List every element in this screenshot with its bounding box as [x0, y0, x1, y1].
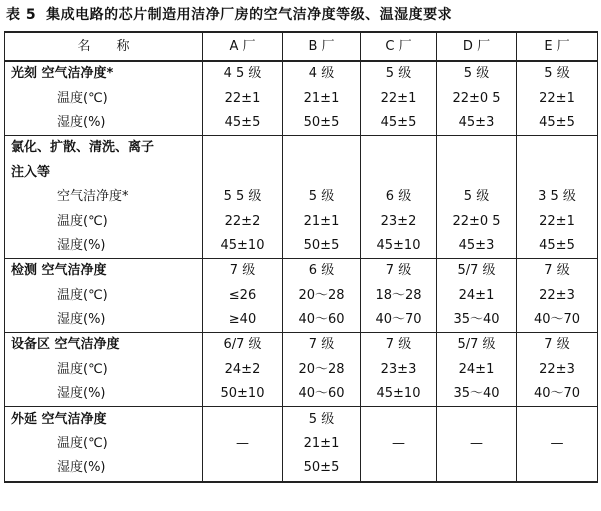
table-cell: [203, 136, 283, 161]
row-label: 空气洁净度*: [5, 185, 203, 209]
table-cell: [437, 136, 517, 161]
table-number: 表 5: [6, 7, 37, 23]
row-label: 湿度(%): [5, 111, 203, 136]
table-row: [5, 308, 598, 333]
table-cell: 3 5 级: [517, 185, 598, 209]
table-cell: 21±1: [283, 86, 361, 110]
row-label: 氯化、扩散、清洗、离子: [5, 136, 203, 161]
table-cell: 50±10: [203, 382, 283, 407]
table-cell: 35～40: [437, 308, 517, 333]
table-title: 集成电路的芯片制造用洁净厂房的空气洁净度等级、温湿度要求: [46, 7, 453, 23]
table-cell: 45±10: [361, 382, 437, 407]
table-row: [5, 234, 598, 259]
table-cell: 22±1: [517, 86, 598, 110]
row-label: 湿度(%): [5, 234, 203, 259]
table-cell: —: [203, 432, 283, 456]
table-cell: 21±1: [283, 432, 361, 456]
table-cell: 40～70: [361, 308, 437, 333]
table-cell: [361, 161, 437, 185]
table-cell: [203, 161, 283, 185]
table-cell: 45±10: [203, 234, 283, 259]
table-cell: ≤26: [203, 284, 283, 308]
table-cell: 5 级: [437, 61, 517, 86]
table-row: [5, 284, 598, 308]
table-cell: 5 级: [283, 185, 361, 209]
table-row: [5, 432, 598, 456]
table-cell: [283, 136, 361, 161]
table-row: [5, 111, 598, 136]
row-label: 温度(℃): [5, 284, 203, 308]
table-cell: 45±3: [437, 234, 517, 259]
column-header-plant-d: D 厂: [437, 32, 517, 61]
table-cell: 45±10: [361, 234, 437, 259]
table-cell: 6 级: [361, 185, 437, 209]
table-cell: [361, 456, 437, 481]
table-cell: 5 级: [517, 61, 598, 86]
table-cell: [283, 161, 361, 185]
table-cell: 4 级: [283, 61, 361, 86]
table-cell: 50±5: [283, 234, 361, 259]
table-cell: 50±5: [283, 456, 361, 481]
row-label: 外延 空气洁净度: [5, 407, 203, 432]
table-cell: 23±2: [361, 209, 437, 233]
table-cell: 5 级: [283, 407, 361, 432]
column-header-name: 名 称: [5, 32, 203, 61]
table-cell: 50±5: [283, 111, 361, 136]
row-label: 温度(℃): [5, 209, 203, 233]
table-cell: —: [437, 432, 517, 456]
row-label: 光刻 空气洁净度*: [5, 61, 203, 86]
table-row: [5, 185, 598, 209]
row-label: 湿度(%): [5, 382, 203, 407]
table-cell: 7 级: [283, 333, 361, 358]
table-caption: [6, 4, 598, 24]
table-cell: [517, 456, 598, 481]
table-cell: 5 5 级: [203, 185, 283, 209]
row-label: 温度(℃): [5, 432, 203, 456]
table-cell: [437, 161, 517, 185]
table-cell: 22±0 5: [437, 86, 517, 110]
table-row: [5, 61, 598, 86]
table-cell: [203, 456, 283, 481]
table-cell: 22±2: [203, 209, 283, 233]
row-label: 湿度(%): [5, 308, 203, 333]
table-row: [5, 407, 598, 432]
column-header-plant-a: A 厂: [203, 32, 283, 61]
table-cell: [437, 407, 517, 432]
table-cell: —: [517, 432, 598, 456]
table-cell: 45±3: [437, 111, 517, 136]
table-row: [5, 259, 598, 284]
row-label: 设备区 空气洁净度: [5, 333, 203, 358]
table-cell: 21±1: [283, 209, 361, 233]
table-cell: 22±1: [517, 209, 598, 233]
table-cell: 6 级: [283, 259, 361, 284]
table-cell: 5/7 级: [437, 259, 517, 284]
row-label: 检测 空气洁净度: [5, 259, 203, 284]
table-row: [5, 209, 598, 233]
table-cell: 45±5: [203, 111, 283, 136]
table-cell: 22±1: [203, 86, 283, 110]
table-cell: 40～60: [283, 382, 361, 407]
table-row: [5, 136, 598, 161]
table-row: [5, 382, 598, 407]
table-cell: 5 级: [437, 185, 517, 209]
table-cell: 5/7 级: [437, 333, 517, 358]
table-cell: —: [361, 432, 437, 456]
table-cell: [437, 456, 517, 481]
table-cell: 35～40: [437, 382, 517, 407]
table-cell: 22±3: [517, 358, 598, 382]
table-cell: 5 级: [361, 61, 437, 86]
table-cell: 20～28: [283, 358, 361, 382]
table-cell: 7 级: [203, 259, 283, 284]
table-cell: 24±1: [437, 284, 517, 308]
table-cell: 24±2: [203, 358, 283, 382]
table-cell: 40～60: [283, 308, 361, 333]
table-cell: 4 5 级: [203, 61, 283, 86]
table-cell: [361, 407, 437, 432]
row-label: 湿度(%): [5, 456, 203, 481]
row-label: 温度(℃): [5, 358, 203, 382]
table-cell: 22±3: [517, 284, 598, 308]
cleanroom-spec-table: [4, 31, 598, 483]
table-cell: 20～28: [283, 284, 361, 308]
column-header-plant-e: E 厂: [517, 32, 598, 61]
table-cell: 22±1: [361, 86, 437, 110]
table-cell: [517, 407, 598, 432]
row-label: 注入等: [5, 161, 203, 185]
table-cell: [203, 407, 283, 432]
column-header-plant-b: B 厂: [283, 32, 361, 61]
table-cell: 23±3: [361, 358, 437, 382]
table-cell: 6/7 级: [203, 333, 283, 358]
column-header-plant-c: C 厂: [361, 32, 437, 61]
table-cell: 40～70: [517, 308, 598, 333]
table-cell: [517, 161, 598, 185]
table-row: [5, 333, 598, 358]
table-cell: [361, 136, 437, 161]
table-row: [5, 161, 598, 185]
table-cell: 24±1: [437, 358, 517, 382]
table-row: [5, 456, 598, 481]
table-row: [5, 358, 598, 382]
table-cell: 7 级: [517, 259, 598, 284]
table-cell: 45±5: [517, 111, 598, 136]
table-cell: [517, 136, 598, 161]
table-header-row: [5, 32, 598, 61]
row-label: 温度(℃): [5, 86, 203, 110]
table-cell: ≥40: [203, 308, 283, 333]
table-cell: 45±5: [361, 111, 437, 136]
table-cell: 7 级: [517, 333, 598, 358]
table-row: [5, 86, 598, 110]
table-cell: 22±0 5: [437, 209, 517, 233]
table-cell: 18～28: [361, 284, 437, 308]
table-cell: 45±5: [517, 234, 598, 259]
table-cell: 7 级: [361, 333, 437, 358]
table-cell: 40～70: [517, 382, 598, 407]
table-cell: 7 级: [361, 259, 437, 284]
